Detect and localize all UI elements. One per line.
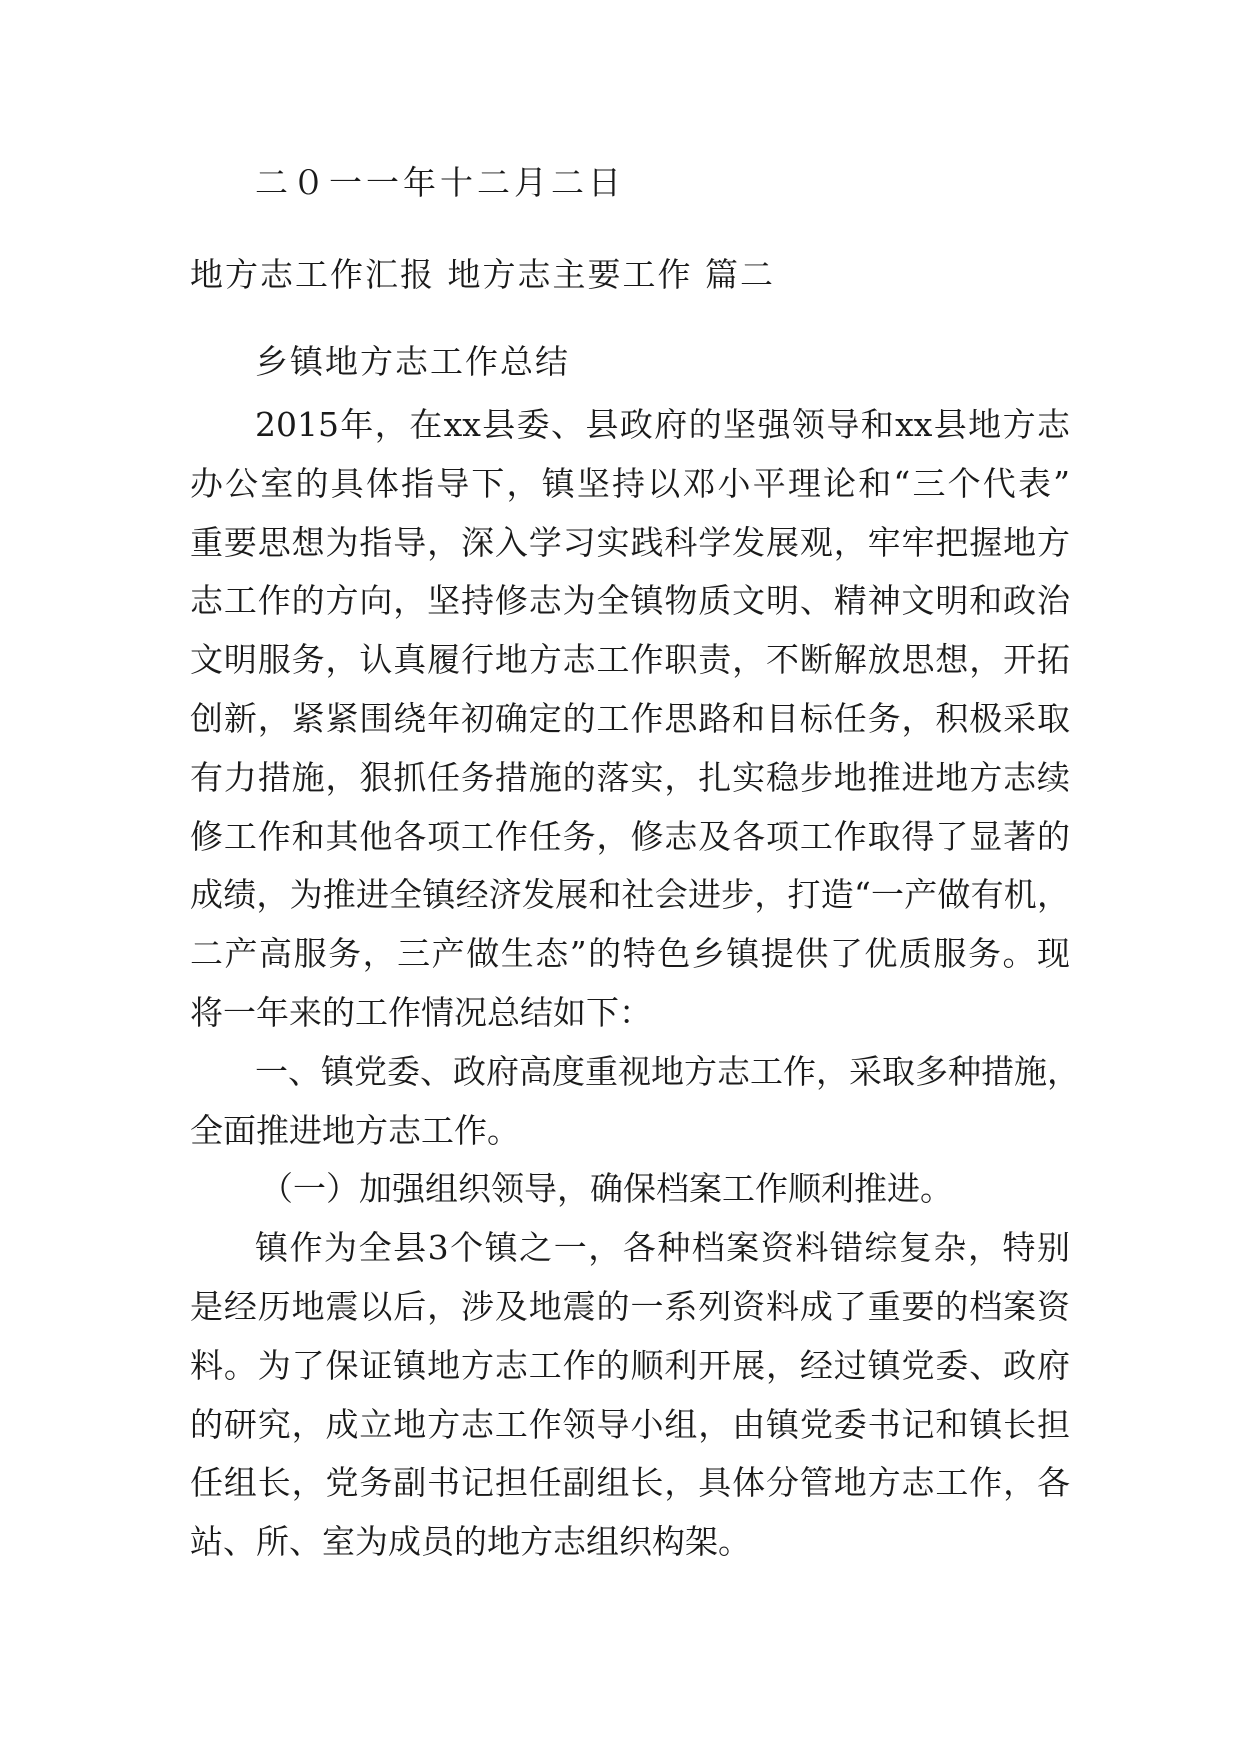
document-date: 二０一一年十二月二日 [255, 163, 625, 202]
paragraph-line: 任组长，党务副书记担任副组长，具体分管地方志工作，各 [190, 1463, 1070, 1503]
paragraph-line: 志工作的方向，坚持修志为全镇物质文明、精神文明和政治 [190, 581, 1070, 621]
paragraph-line: 的研究，成立地方志工作领导小组，由镇党委书记和镇长担 [190, 1404, 1070, 1444]
paragraph-line: 料。为了保证镇地方志工作的顺利开展，经过镇党委、政府 [190, 1345, 1070, 1385]
paragraph-line: 将一年来的工作情况总结如下： [190, 992, 652, 1032]
paragraph-line: 文明服务，认真履行地方志工作职责，不断解放思想，开拓 [190, 640, 1070, 680]
paragraph-line: 一、镇党委、政府高度重视地方志工作，采取多种措施， [255, 1051, 1080, 1091]
paragraph-line: 2015年，在xx县委、县政府的坚强领导和xx县地方志 [255, 405, 1070, 444]
paragraph-line: 有力措施，狠抓任务措施的落实，扎实稳步地推进地方志续 [190, 757, 1070, 797]
paragraph-line: 修工作和其他各项工作任务，修志及各项工作取得了显著的 [190, 816, 1070, 856]
subsection-heading: （一）加强组织领导，确保档案工作顺利推进。 [260, 1169, 953, 1209]
paragraph-line: 站、所、室为成员的地方志组织构架。 [190, 1522, 751, 1562]
paragraph-line: 办公室的具体指导下，镇坚持以邓小平理论和“三个代表” [190, 463, 1070, 503]
document-body [190, 396, 1080, 1572]
paragraph-line: 成绩，为推进全镇经济发展和社会进步，打造“一产做有机， [190, 875, 1070, 915]
paragraph-line: 二产高服务，三产做生态”的特色乡镇提供了优质服务。现 [190, 934, 1070, 974]
document-title: 地方志工作汇报 地方志主要工作 篇二 [190, 255, 775, 294]
paragraph-line: 镇作为全县3个镇之一，各种档案资料错综复杂，特别 [255, 1228, 1070, 1268]
section-heading: 乡镇地方志工作总结 [255, 342, 570, 381]
paragraph-line: 是经历地震以后，涉及地震的一系列资料成了重要的档案资 [190, 1286, 1070, 1326]
paragraph-line: 创新，紧紧围绕年初确定的工作思路和目标任务，积极采取 [190, 698, 1070, 738]
paragraph-line: 全面推进地方志工作。 [190, 1110, 520, 1150]
paragraph-line: 重要思想为指导，深入学习实践科学发展观，牢牢把握地方 [190, 522, 1070, 562]
